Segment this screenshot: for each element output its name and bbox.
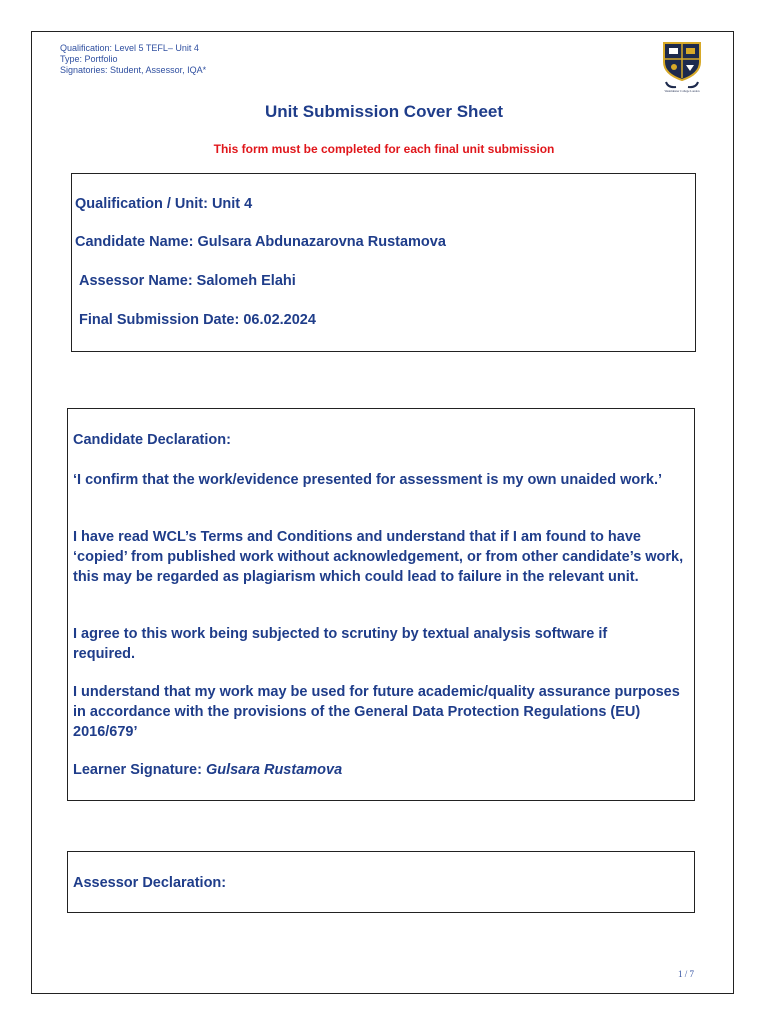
declaration-paragraph-3: I agree to this work being subjected to scrutiny by textual analysis software if required. (73, 626, 608, 662)
page-number: 1 / 7 (677, 969, 694, 979)
learner-signature-label: Learner Signature: (73, 762, 202, 778)
college-crest-logo (660, 40, 704, 94)
learner-signature-line (73, 760, 673, 780)
laurel-left (666, 82, 676, 87)
header-type: Type: Portfolio (60, 54, 118, 64)
header-qualification: Qualification: Level 5 TEFL– Unit 4 (60, 43, 199, 53)
document-header-meta (60, 43, 206, 76)
assessor-name-field: Assessor Name: Salomeh Elahi (79, 273, 296, 289)
declaration-paragraph-1: ‘I confirm that the work/evidence presented for assessment is my own unaided work.’ (73, 472, 663, 488)
assessor-declaration-heading: Assessor Declaration: (73, 875, 227, 891)
declaration-paragraph-4: I understand that my work may be used for future academic/quality assurance purposes in accordance with the provisions of the General Data Protection Regulations (EU) 2016/679’ (73, 684, 680, 740)
candidate-declaration-heading: Candidate Declaration: (73, 432, 231, 448)
qualification-unit-field: Qualification / Unit: Unit 4 (75, 196, 253, 212)
header-signatories: Signatories: Student, Assessor, IQA* (60, 65, 207, 75)
declaration-paragraph-2: I have read WCL’s Terms and Conditions and understand that if I am found to have ‘copied’ from published work without acknowledgement, or from other candidate’s work, this may be regarded as plagiarism which could lead to failure in the relevant unit. (73, 529, 684, 585)
page-title: Unit Submission Cover Sheet (264, 102, 504, 121)
final-submission-date-field: Final Submission Date: 06.02.2024 (79, 312, 316, 328)
instruction-notice: This form must be completed for each final unit submission (213, 142, 555, 156)
learner-signature-value: Gulsara Rustamova (205, 762, 343, 778)
candidate-declaration-box (67, 408, 695, 801)
svg-text:Westminster College London: Westminster College London (664, 89, 700, 93)
laurel-right (688, 82, 698, 87)
candidate-name-field: Candidate Name: Gulsara Abdunazarovna Rustamova (75, 234, 446, 250)
